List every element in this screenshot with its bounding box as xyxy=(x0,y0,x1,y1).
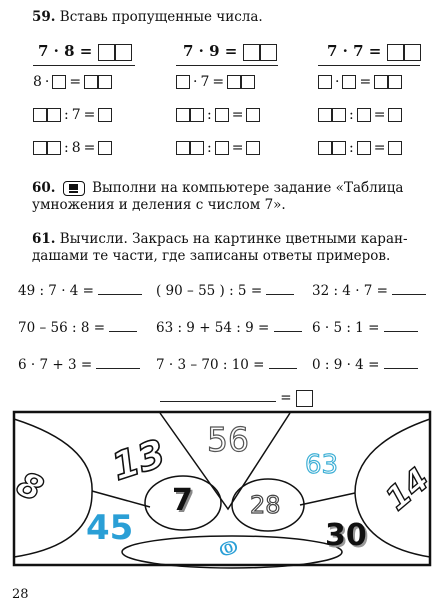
equation-row: : = xyxy=(176,106,260,124)
divider-line xyxy=(33,65,135,66)
answer-box[interactable] xyxy=(115,44,132,61)
answer-blank[interactable] xyxy=(98,281,142,295)
equation-row: · 7 = xyxy=(176,73,255,91)
equation-row: : = xyxy=(176,139,260,157)
expression: 70 – 56 : 8 = xyxy=(18,318,137,336)
expression: 32 : 4 · 7 = xyxy=(312,281,426,299)
expression: 6 · 7 + 3 = xyxy=(18,355,140,373)
answer-blank[interactable] xyxy=(109,318,137,332)
task-60-text-line-1: Выполни на компьютере задание «Таблица xyxy=(92,180,404,196)
expression: 0 : 9 · 4 = xyxy=(312,355,418,373)
equation-row: : 8 = xyxy=(33,139,112,157)
expression: 7 · 3 – 70 : 10 = xyxy=(156,355,297,373)
task-60-number: 60. xyxy=(32,180,56,196)
picture-number: 13 xyxy=(106,430,171,490)
picture-number: 63 xyxy=(305,450,339,480)
column-2-header: 7 · 9 = xyxy=(183,42,277,61)
answer-blank[interactable] xyxy=(266,281,294,295)
task-61-text-line-1: Вычисли. Закрась на картинке цветными каран- xyxy=(59,231,408,247)
answer-blank[interactable] xyxy=(384,318,418,332)
picture-number: 28 xyxy=(250,491,281,519)
picture-number: 0 xyxy=(216,536,241,561)
column-1-header: 7 · 8 = xyxy=(38,42,132,61)
final-answer-row: = xyxy=(160,388,313,407)
answer-box[interactable] xyxy=(243,44,260,61)
equation-row: · = xyxy=(318,73,402,91)
expression: 63 : 9 + 54 : 9 = xyxy=(156,318,302,336)
answer-box[interactable] xyxy=(98,44,115,61)
computer-icon xyxy=(63,181,85,196)
expression: 6 · 5 : 1 = xyxy=(312,318,418,336)
equation-row: : = xyxy=(318,139,402,157)
final-answer-blank[interactable] xyxy=(160,388,276,402)
answer-box[interactable] xyxy=(387,44,404,61)
task-59-text: Вставь пропущенные числа. xyxy=(59,9,263,25)
picture-number: 8 xyxy=(10,463,50,511)
task-60-text-line-2: умножения и деления с числом 7». xyxy=(32,197,286,213)
answer-blank[interactable] xyxy=(384,355,418,369)
divider-line xyxy=(176,65,278,66)
equation-row: : 7 = xyxy=(33,106,112,124)
column-3-header: 7 · 7 = xyxy=(327,42,421,61)
page-number: 28 xyxy=(12,587,29,602)
picture-number: 14 xyxy=(377,460,437,518)
picture-number: 45 xyxy=(86,508,134,548)
picture-number: 7 xyxy=(172,483,193,518)
expression: ( 90 – 55 ) : 5 = xyxy=(156,281,294,299)
task-61 xyxy=(32,231,432,265)
answer-blank[interactable] xyxy=(392,281,426,295)
answer-box[interactable] xyxy=(404,44,421,61)
answer-blank[interactable] xyxy=(269,355,297,369)
answer-blank[interactable] xyxy=(96,355,140,369)
task-61-number: 61. xyxy=(32,231,56,247)
equation-row: 8 · = xyxy=(33,73,112,91)
answer-box[interactable] xyxy=(260,44,277,61)
expression: 49 : 7 · 4 = xyxy=(18,281,142,299)
task-59-heading xyxy=(32,9,263,26)
picture-number: 30 xyxy=(325,518,367,553)
divider-line xyxy=(318,65,420,66)
task-59-number: 59. xyxy=(32,9,56,25)
answer-blank[interactable] xyxy=(274,318,302,332)
task-60 xyxy=(32,180,432,214)
picture-number: 56 xyxy=(207,420,249,459)
equation-row: : = xyxy=(318,106,402,124)
task-61-text-line-2: дашами те части, где записаны ответы примеров. xyxy=(32,248,391,264)
